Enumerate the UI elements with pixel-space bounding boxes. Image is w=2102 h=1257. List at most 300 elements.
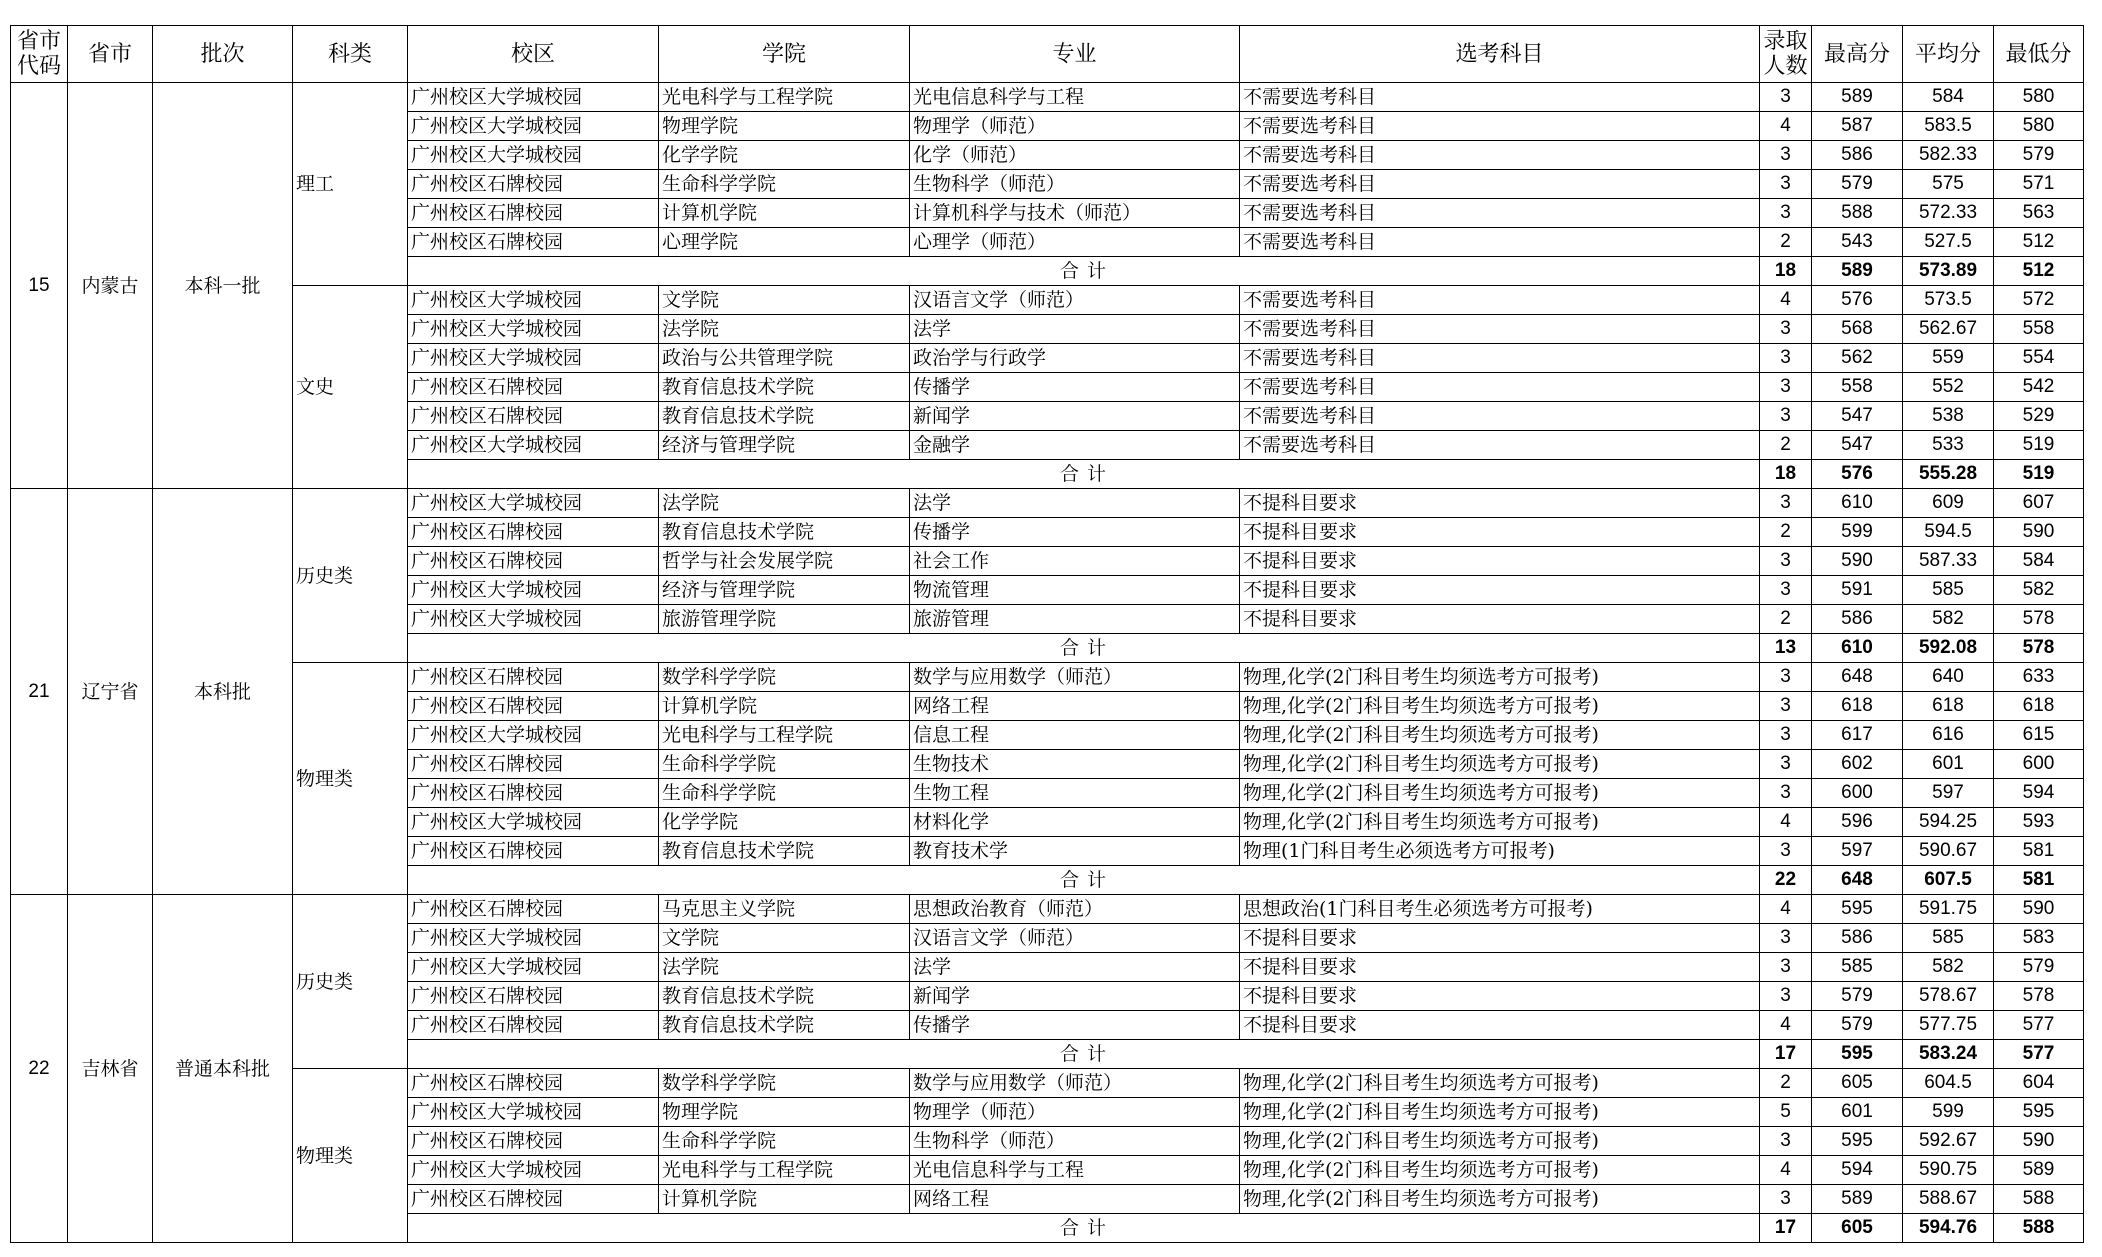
min-score-cell: 578 xyxy=(1994,982,2084,1011)
min-score-cell: 512 xyxy=(1994,228,2084,257)
batch-cell: 本科批 xyxy=(153,489,293,895)
subjects-cell: 思想政治(1门科目考生必须选考方可报考) xyxy=(1240,895,1760,924)
max-score-cell: 543 xyxy=(1812,228,1903,257)
college-cell: 化学学院 xyxy=(659,808,910,837)
max-score-cell: 648 xyxy=(1812,663,1903,692)
subjects-cell: 不需要选考科目 xyxy=(1240,402,1760,431)
min-total-cell: 577 xyxy=(1994,1040,2084,1069)
subjects-cell: 不需要选考科目 xyxy=(1240,199,1760,228)
major-cell: 政治学与行政学 xyxy=(910,344,1240,373)
college-cell: 计算机学院 xyxy=(659,199,910,228)
subjects-cell: 不需要选考科目 xyxy=(1240,141,1760,170)
category-cell: 物理类 xyxy=(293,1069,408,1243)
subjects-cell: 不提科目要求 xyxy=(1240,547,1760,576)
college-cell: 数学科学学院 xyxy=(659,663,910,692)
count-cell: 3 xyxy=(1760,402,1812,431)
major-cell: 化学（师范） xyxy=(910,141,1240,170)
campus-cell: 广州校区石牌校园 xyxy=(408,518,659,547)
max-score-cell: 618 xyxy=(1812,692,1903,721)
avg-total-cell: 592.08 xyxy=(1903,634,1994,663)
header-count: 录取 人数 xyxy=(1760,26,1812,83)
header-min: 最低分 xyxy=(1994,26,2084,83)
min-score-cell: 578 xyxy=(1994,605,2084,634)
major-cell: 物理学（师范） xyxy=(910,112,1240,141)
avg-score-cell: 585 xyxy=(1903,924,1994,953)
major-cell: 物理学（师范） xyxy=(910,1098,1240,1127)
header-province: 省市 xyxy=(68,26,153,83)
max-score-cell: 562 xyxy=(1812,344,1903,373)
campus-cell: 广州校区大学城校园 xyxy=(408,808,659,837)
major-cell: 生物技术 xyxy=(910,750,1240,779)
major-cell: 新闻学 xyxy=(910,402,1240,431)
avg-total-cell: 607.5 xyxy=(1903,866,1994,895)
avg-score-cell: 578.67 xyxy=(1903,982,1994,1011)
max-score-cell: 599 xyxy=(1812,518,1903,547)
province-name-cell: 内蒙古 xyxy=(68,83,153,489)
count-total-cell: 13 xyxy=(1760,634,1812,663)
min-score-cell: 590 xyxy=(1994,518,2084,547)
max-score-cell: 585 xyxy=(1812,953,1903,982)
count-cell: 5 xyxy=(1760,1098,1812,1127)
subjects-cell: 物理,化学(2门科目考生均须选考方可报考) xyxy=(1240,721,1760,750)
avg-score-cell: 552 xyxy=(1903,373,1994,402)
subtotal-label: 合 计 xyxy=(408,1040,1760,1069)
count-cell: 3 xyxy=(1760,953,1812,982)
major-cell: 生物科学（师范） xyxy=(910,1127,1240,1156)
max-score-cell: 605 xyxy=(1812,1069,1903,1098)
avg-score-cell: 527.5 xyxy=(1903,228,1994,257)
table-row xyxy=(11,83,2084,112)
subtotal-label: 合 计 xyxy=(408,634,1760,663)
max-total-cell: 605 xyxy=(1812,1214,1903,1243)
min-total-cell: 519 xyxy=(1994,460,2084,489)
major-cell: 生物工程 xyxy=(910,779,1240,808)
min-total-cell: 588 xyxy=(1994,1214,2084,1243)
min-score-cell: 529 xyxy=(1994,402,2084,431)
min-score-cell: 563 xyxy=(1994,199,2084,228)
college-cell: 政治与公共管理学院 xyxy=(659,344,910,373)
subjects-cell: 物理,化学(2门科目考生均须选考方可报考) xyxy=(1240,1156,1760,1185)
min-score-cell: 607 xyxy=(1994,489,2084,518)
subjects-cell: 不提科目要求 xyxy=(1240,924,1760,953)
major-cell: 传播学 xyxy=(910,373,1240,402)
avg-score-cell: 582 xyxy=(1903,953,1994,982)
subjects-cell: 物理,化学(2门科目考生均须选考方可报考) xyxy=(1240,1098,1760,1127)
batch-cell: 本科一批 xyxy=(153,83,293,489)
min-score-cell: 580 xyxy=(1994,112,2084,141)
major-cell: 思想政治教育（师范） xyxy=(910,895,1240,924)
max-score-cell: 589 xyxy=(1812,1185,1903,1214)
campus-cell: 广州校区大学城校园 xyxy=(408,83,659,112)
avg-score-cell: 599 xyxy=(1903,1098,1994,1127)
count-cell: 2 xyxy=(1760,1069,1812,1098)
header-campus: 校区 xyxy=(408,26,659,83)
avg-score-cell: 594.5 xyxy=(1903,518,1994,547)
avg-score-cell: 582 xyxy=(1903,605,1994,634)
campus-cell: 广州校区大学城校园 xyxy=(408,344,659,373)
max-score-cell: 588 xyxy=(1812,199,1903,228)
max-score-cell: 594 xyxy=(1812,1156,1903,1185)
avg-score-cell: 604.5 xyxy=(1903,1069,1994,1098)
count-cell: 3 xyxy=(1760,547,1812,576)
major-cell: 数学与应用数学（师范） xyxy=(910,1069,1240,1098)
avg-score-cell: 584 xyxy=(1903,83,1994,112)
count-cell: 3 xyxy=(1760,170,1812,199)
count-cell: 2 xyxy=(1760,518,1812,547)
major-cell: 教育技术学 xyxy=(910,837,1240,866)
max-score-cell: 586 xyxy=(1812,605,1903,634)
college-cell: 光电科学与工程学院 xyxy=(659,721,910,750)
major-cell: 汉语言文学（师范） xyxy=(910,286,1240,315)
subjects-cell: 不需要选考科目 xyxy=(1240,373,1760,402)
avg-score-cell: 582.33 xyxy=(1903,141,1994,170)
campus-cell: 广州校区大学城校园 xyxy=(408,315,659,344)
subjects-cell: 不提科目要求 xyxy=(1240,982,1760,1011)
header-avg: 平均分 xyxy=(1903,26,1994,83)
count-total-cell: 18 xyxy=(1760,257,1812,286)
campus-cell: 广州校区石牌校园 xyxy=(408,402,659,431)
college-cell: 教育信息技术学院 xyxy=(659,982,910,1011)
min-score-cell: 633 xyxy=(1994,663,2084,692)
subjects-cell: 不提科目要求 xyxy=(1240,518,1760,547)
min-score-cell: 618 xyxy=(1994,692,2084,721)
major-cell: 传播学 xyxy=(910,518,1240,547)
college-cell: 生命科学学院 xyxy=(659,750,910,779)
avg-score-cell: 588.67 xyxy=(1903,1185,1994,1214)
max-score-cell: 602 xyxy=(1812,750,1903,779)
count-cell: 4 xyxy=(1760,1011,1812,1040)
subjects-cell: 物理,化学(2门科目考生均须选考方可报考) xyxy=(1240,808,1760,837)
subjects-cell: 不需要选考科目 xyxy=(1240,344,1760,373)
major-cell: 新闻学 xyxy=(910,982,1240,1011)
college-cell: 马克思主义学院 xyxy=(659,895,910,924)
max-score-cell: 600 xyxy=(1812,779,1903,808)
campus-cell: 广州校区石牌校园 xyxy=(408,663,659,692)
avg-score-cell: 577.75 xyxy=(1903,1011,1994,1040)
college-cell: 旅游管理学院 xyxy=(659,605,910,634)
count-cell: 3 xyxy=(1760,576,1812,605)
major-cell: 法学 xyxy=(910,315,1240,344)
max-score-cell: 579 xyxy=(1812,982,1903,1011)
avg-score-cell: 601 xyxy=(1903,750,1994,779)
avg-score-cell: 538 xyxy=(1903,402,1994,431)
major-cell: 心理学（师范） xyxy=(910,228,1240,257)
campus-cell: 广州校区石牌校园 xyxy=(408,750,659,779)
min-total-cell: 578 xyxy=(1994,634,2084,663)
max-score-cell: 591 xyxy=(1812,576,1903,605)
campus-cell: 广州校区大学城校园 xyxy=(408,576,659,605)
count-cell: 2 xyxy=(1760,228,1812,257)
campus-cell: 广州校区石牌校园 xyxy=(408,373,659,402)
avg-score-cell: 575 xyxy=(1903,170,1994,199)
max-score-cell: 590 xyxy=(1812,547,1903,576)
college-cell: 光电科学与工程学院 xyxy=(659,83,910,112)
admission-scores-table xyxy=(10,25,2084,1243)
min-score-cell: 558 xyxy=(1994,315,2084,344)
campus-cell: 广州校区石牌校园 xyxy=(408,779,659,808)
campus-cell: 广州校区大学城校园 xyxy=(408,1098,659,1127)
max-score-cell: 589 xyxy=(1812,83,1903,112)
max-total-cell: 589 xyxy=(1812,257,1903,286)
college-cell: 生命科学学院 xyxy=(659,1127,910,1156)
count-cell: 3 xyxy=(1760,837,1812,866)
max-score-cell: 601 xyxy=(1812,1098,1903,1127)
min-score-cell: 572 xyxy=(1994,286,2084,315)
province-code-cell: 15 xyxy=(11,83,68,489)
campus-cell: 广州校区大学城校园 xyxy=(408,112,659,141)
table-row xyxy=(11,895,2084,924)
avg-total-cell: 555.28 xyxy=(1903,460,1994,489)
max-total-cell: 610 xyxy=(1812,634,1903,663)
campus-cell: 广州校区大学城校园 xyxy=(408,286,659,315)
campus-cell: 广州校区石牌校园 xyxy=(408,1127,659,1156)
college-cell: 经济与管理学院 xyxy=(659,431,910,460)
campus-cell: 广州校区石牌校园 xyxy=(408,895,659,924)
count-cell: 3 xyxy=(1760,373,1812,402)
subjects-cell: 不需要选考科目 xyxy=(1240,315,1760,344)
count-cell: 3 xyxy=(1760,1127,1812,1156)
major-cell: 光电信息科学与工程 xyxy=(910,1156,1240,1185)
max-score-cell: 547 xyxy=(1812,431,1903,460)
major-cell: 材料化学 xyxy=(910,808,1240,837)
count-cell: 3 xyxy=(1760,344,1812,373)
min-score-cell: 579 xyxy=(1994,953,2084,982)
avg-score-cell: 572.33 xyxy=(1903,199,1994,228)
max-total-cell: 648 xyxy=(1812,866,1903,895)
province-code-cell: 21 xyxy=(11,489,68,895)
subjects-cell: 不提科目要求 xyxy=(1240,576,1760,605)
header-college: 学院 xyxy=(659,26,910,83)
major-cell: 法学 xyxy=(910,489,1240,518)
min-score-cell: 580 xyxy=(1994,83,2084,112)
avg-score-cell: 594.25 xyxy=(1903,808,1994,837)
major-cell: 网络工程 xyxy=(910,692,1240,721)
campus-cell: 广州校区石牌校园 xyxy=(408,170,659,199)
min-score-cell: 588 xyxy=(1994,1185,2084,1214)
campus-cell: 广州校区大学城校园 xyxy=(408,953,659,982)
min-score-cell: 582 xyxy=(1994,576,2084,605)
category-cell: 理工 xyxy=(293,83,408,286)
subtotal-label: 合 计 xyxy=(408,257,1760,286)
max-score-cell: 579 xyxy=(1812,1011,1903,1040)
header-code: 省市 代码 xyxy=(11,26,68,83)
college-cell: 哲学与社会发展学院 xyxy=(659,547,910,576)
max-score-cell: 547 xyxy=(1812,402,1903,431)
count-cell: 3 xyxy=(1760,721,1812,750)
count-total-cell: 17 xyxy=(1760,1214,1812,1243)
avg-score-cell: 585 xyxy=(1903,576,1994,605)
table-row xyxy=(11,286,2084,315)
avg-score-cell: 609 xyxy=(1903,489,1994,518)
avg-score-cell: 587.33 xyxy=(1903,547,1994,576)
avg-total-cell: 573.89 xyxy=(1903,257,1994,286)
max-score-cell: 596 xyxy=(1812,808,1903,837)
subjects-cell: 不需要选考科目 xyxy=(1240,228,1760,257)
table-row xyxy=(11,489,2084,518)
campus-cell: 广州校区石牌校园 xyxy=(408,228,659,257)
campus-cell: 广州校区石牌校园 xyxy=(408,982,659,1011)
avg-score-cell: 590.67 xyxy=(1903,837,1994,866)
subjects-cell: 不提科目要求 xyxy=(1240,953,1760,982)
count-cell: 4 xyxy=(1760,112,1812,141)
count-total-cell: 18 xyxy=(1760,460,1812,489)
batch-cell: 普通本科批 xyxy=(153,895,293,1243)
max-score-cell: 587 xyxy=(1812,112,1903,141)
max-score-cell: 576 xyxy=(1812,286,1903,315)
province-name-cell: 辽宁省 xyxy=(68,489,153,895)
min-score-cell: 571 xyxy=(1994,170,2084,199)
college-cell: 计算机学院 xyxy=(659,1185,910,1214)
category-cell: 历史类 xyxy=(293,489,408,663)
avg-score-cell: 583.5 xyxy=(1903,112,1994,141)
major-cell: 法学 xyxy=(910,953,1240,982)
avg-score-cell: 618 xyxy=(1903,692,1994,721)
max-score-cell: 579 xyxy=(1812,170,1903,199)
count-cell: 2 xyxy=(1760,431,1812,460)
major-cell: 光电信息科学与工程 xyxy=(910,83,1240,112)
subjects-cell: 不需要选考科目 xyxy=(1240,83,1760,112)
campus-cell: 广州校区大学城校园 xyxy=(408,141,659,170)
avg-score-cell: 597 xyxy=(1903,779,1994,808)
count-cell: 4 xyxy=(1760,286,1812,315)
header-batch: 批次 xyxy=(153,26,293,83)
min-score-cell: 615 xyxy=(1994,721,2084,750)
min-score-cell: 583 xyxy=(1994,924,2084,953)
avg-total-cell: 594.76 xyxy=(1903,1214,1994,1243)
avg-score-cell: 640 xyxy=(1903,663,1994,692)
major-cell: 社会工作 xyxy=(910,547,1240,576)
college-cell: 文学院 xyxy=(659,286,910,315)
major-cell: 信息工程 xyxy=(910,721,1240,750)
count-cell: 3 xyxy=(1760,315,1812,344)
max-score-cell: 617 xyxy=(1812,721,1903,750)
max-score-cell: 586 xyxy=(1812,141,1903,170)
campus-cell: 广州校区石牌校园 xyxy=(408,1069,659,1098)
header-category: 科类 xyxy=(293,26,408,83)
subjects-cell: 物理(1门科目考生必须选考方可报考) xyxy=(1240,837,1760,866)
avg-score-cell: 559 xyxy=(1903,344,1994,373)
campus-cell: 广州校区石牌校园 xyxy=(408,837,659,866)
subjects-cell: 不需要选考科目 xyxy=(1240,170,1760,199)
college-cell: 物理学院 xyxy=(659,112,910,141)
subtotal-label: 合 计 xyxy=(408,866,1760,895)
college-cell: 生命科学学院 xyxy=(659,779,910,808)
avg-score-cell: 573.5 xyxy=(1903,286,1994,315)
min-score-cell: 600 xyxy=(1994,750,2084,779)
major-cell: 数学与应用数学（师范） xyxy=(910,663,1240,692)
college-cell: 物理学院 xyxy=(659,1098,910,1127)
college-cell: 教育信息技术学院 xyxy=(659,518,910,547)
college-cell: 经济与管理学院 xyxy=(659,576,910,605)
college-cell: 文学院 xyxy=(659,924,910,953)
college-cell: 计算机学院 xyxy=(659,692,910,721)
campus-cell: 广州校区石牌校园 xyxy=(408,692,659,721)
max-total-cell: 576 xyxy=(1812,460,1903,489)
category-cell: 物理类 xyxy=(293,663,408,895)
major-cell: 旅游管理 xyxy=(910,605,1240,634)
college-cell: 法学院 xyxy=(659,953,910,982)
table-body xyxy=(11,83,2084,1243)
subjects-cell: 物理,化学(2门科目考生均须选考方可报考) xyxy=(1240,1069,1760,1098)
count-cell: 4 xyxy=(1760,1156,1812,1185)
count-cell: 3 xyxy=(1760,489,1812,518)
min-total-cell: 512 xyxy=(1994,257,2084,286)
subtotal-label: 合 计 xyxy=(408,460,1760,489)
min-score-cell: 584 xyxy=(1994,547,2084,576)
count-cell: 3 xyxy=(1760,141,1812,170)
min-score-cell: 590 xyxy=(1994,895,2084,924)
category-cell: 文史 xyxy=(293,286,408,489)
college-cell: 生命科学学院 xyxy=(659,170,910,199)
major-cell: 物流管理 xyxy=(910,576,1240,605)
count-cell: 3 xyxy=(1760,924,1812,953)
avg-score-cell: 591.75 xyxy=(1903,895,1994,924)
avg-total-cell: 583.24 xyxy=(1903,1040,1994,1069)
count-cell: 4 xyxy=(1760,895,1812,924)
count-total-cell: 17 xyxy=(1760,1040,1812,1069)
major-cell: 金融学 xyxy=(910,431,1240,460)
count-cell: 2 xyxy=(1760,605,1812,634)
min-score-cell: 519 xyxy=(1994,431,2084,460)
count-cell: 3 xyxy=(1760,779,1812,808)
max-score-cell: 610 xyxy=(1812,489,1903,518)
avg-score-cell: 533 xyxy=(1903,431,1994,460)
college-cell: 教育信息技术学院 xyxy=(659,1011,910,1040)
count-cell: 3 xyxy=(1760,750,1812,779)
campus-cell: 广州校区大学城校园 xyxy=(408,1156,659,1185)
max-score-cell: 597 xyxy=(1812,837,1903,866)
min-score-cell: 593 xyxy=(1994,808,2084,837)
major-cell: 计算机科学与技术（师范） xyxy=(910,199,1240,228)
header-max: 最高分 xyxy=(1812,26,1903,83)
major-cell: 传播学 xyxy=(910,1011,1240,1040)
subjects-cell: 不需要选考科目 xyxy=(1240,431,1760,460)
college-cell: 法学院 xyxy=(659,489,910,518)
subjects-cell: 不提科目要求 xyxy=(1240,489,1760,518)
count-cell: 3 xyxy=(1760,1185,1812,1214)
province-code-cell: 22 xyxy=(11,895,68,1243)
min-score-cell: 577 xyxy=(1994,1011,2084,1040)
max-score-cell: 595 xyxy=(1812,1127,1903,1156)
min-score-cell: 542 xyxy=(1994,373,2084,402)
campus-cell: 广州校区石牌校园 xyxy=(408,199,659,228)
major-cell: 网络工程 xyxy=(910,1185,1240,1214)
count-cell: 3 xyxy=(1760,982,1812,1011)
max-score-cell: 595 xyxy=(1812,895,1903,924)
min-score-cell: 590 xyxy=(1994,1127,2084,1156)
subjects-cell: 不提科目要求 xyxy=(1240,605,1760,634)
college-cell: 法学院 xyxy=(659,315,910,344)
subtotal-label: 合 计 xyxy=(408,1214,1760,1243)
min-score-cell: 581 xyxy=(1994,837,2084,866)
avg-score-cell: 616 xyxy=(1903,721,1994,750)
header-subjects: 选考科目 xyxy=(1240,26,1760,83)
max-score-cell: 558 xyxy=(1812,373,1903,402)
college-cell: 心理学院 xyxy=(659,228,910,257)
count-cell: 4 xyxy=(1760,808,1812,837)
campus-cell: 广州校区大学城校园 xyxy=(408,721,659,750)
college-cell: 教育信息技术学院 xyxy=(659,402,910,431)
header-row xyxy=(11,26,2084,83)
college-cell: 光电科学与工程学院 xyxy=(659,1156,910,1185)
college-cell: 数学科学学院 xyxy=(659,1069,910,1098)
major-cell: 汉语言文学（师范） xyxy=(910,924,1240,953)
subjects-cell: 物理,化学(2门科目考生均须选考方可报考) xyxy=(1240,663,1760,692)
header-major: 专业 xyxy=(910,26,1240,83)
max-score-cell: 586 xyxy=(1812,924,1903,953)
count-cell: 3 xyxy=(1760,663,1812,692)
subjects-cell: 物理,化学(2门科目考生均须选考方可报考) xyxy=(1240,692,1760,721)
